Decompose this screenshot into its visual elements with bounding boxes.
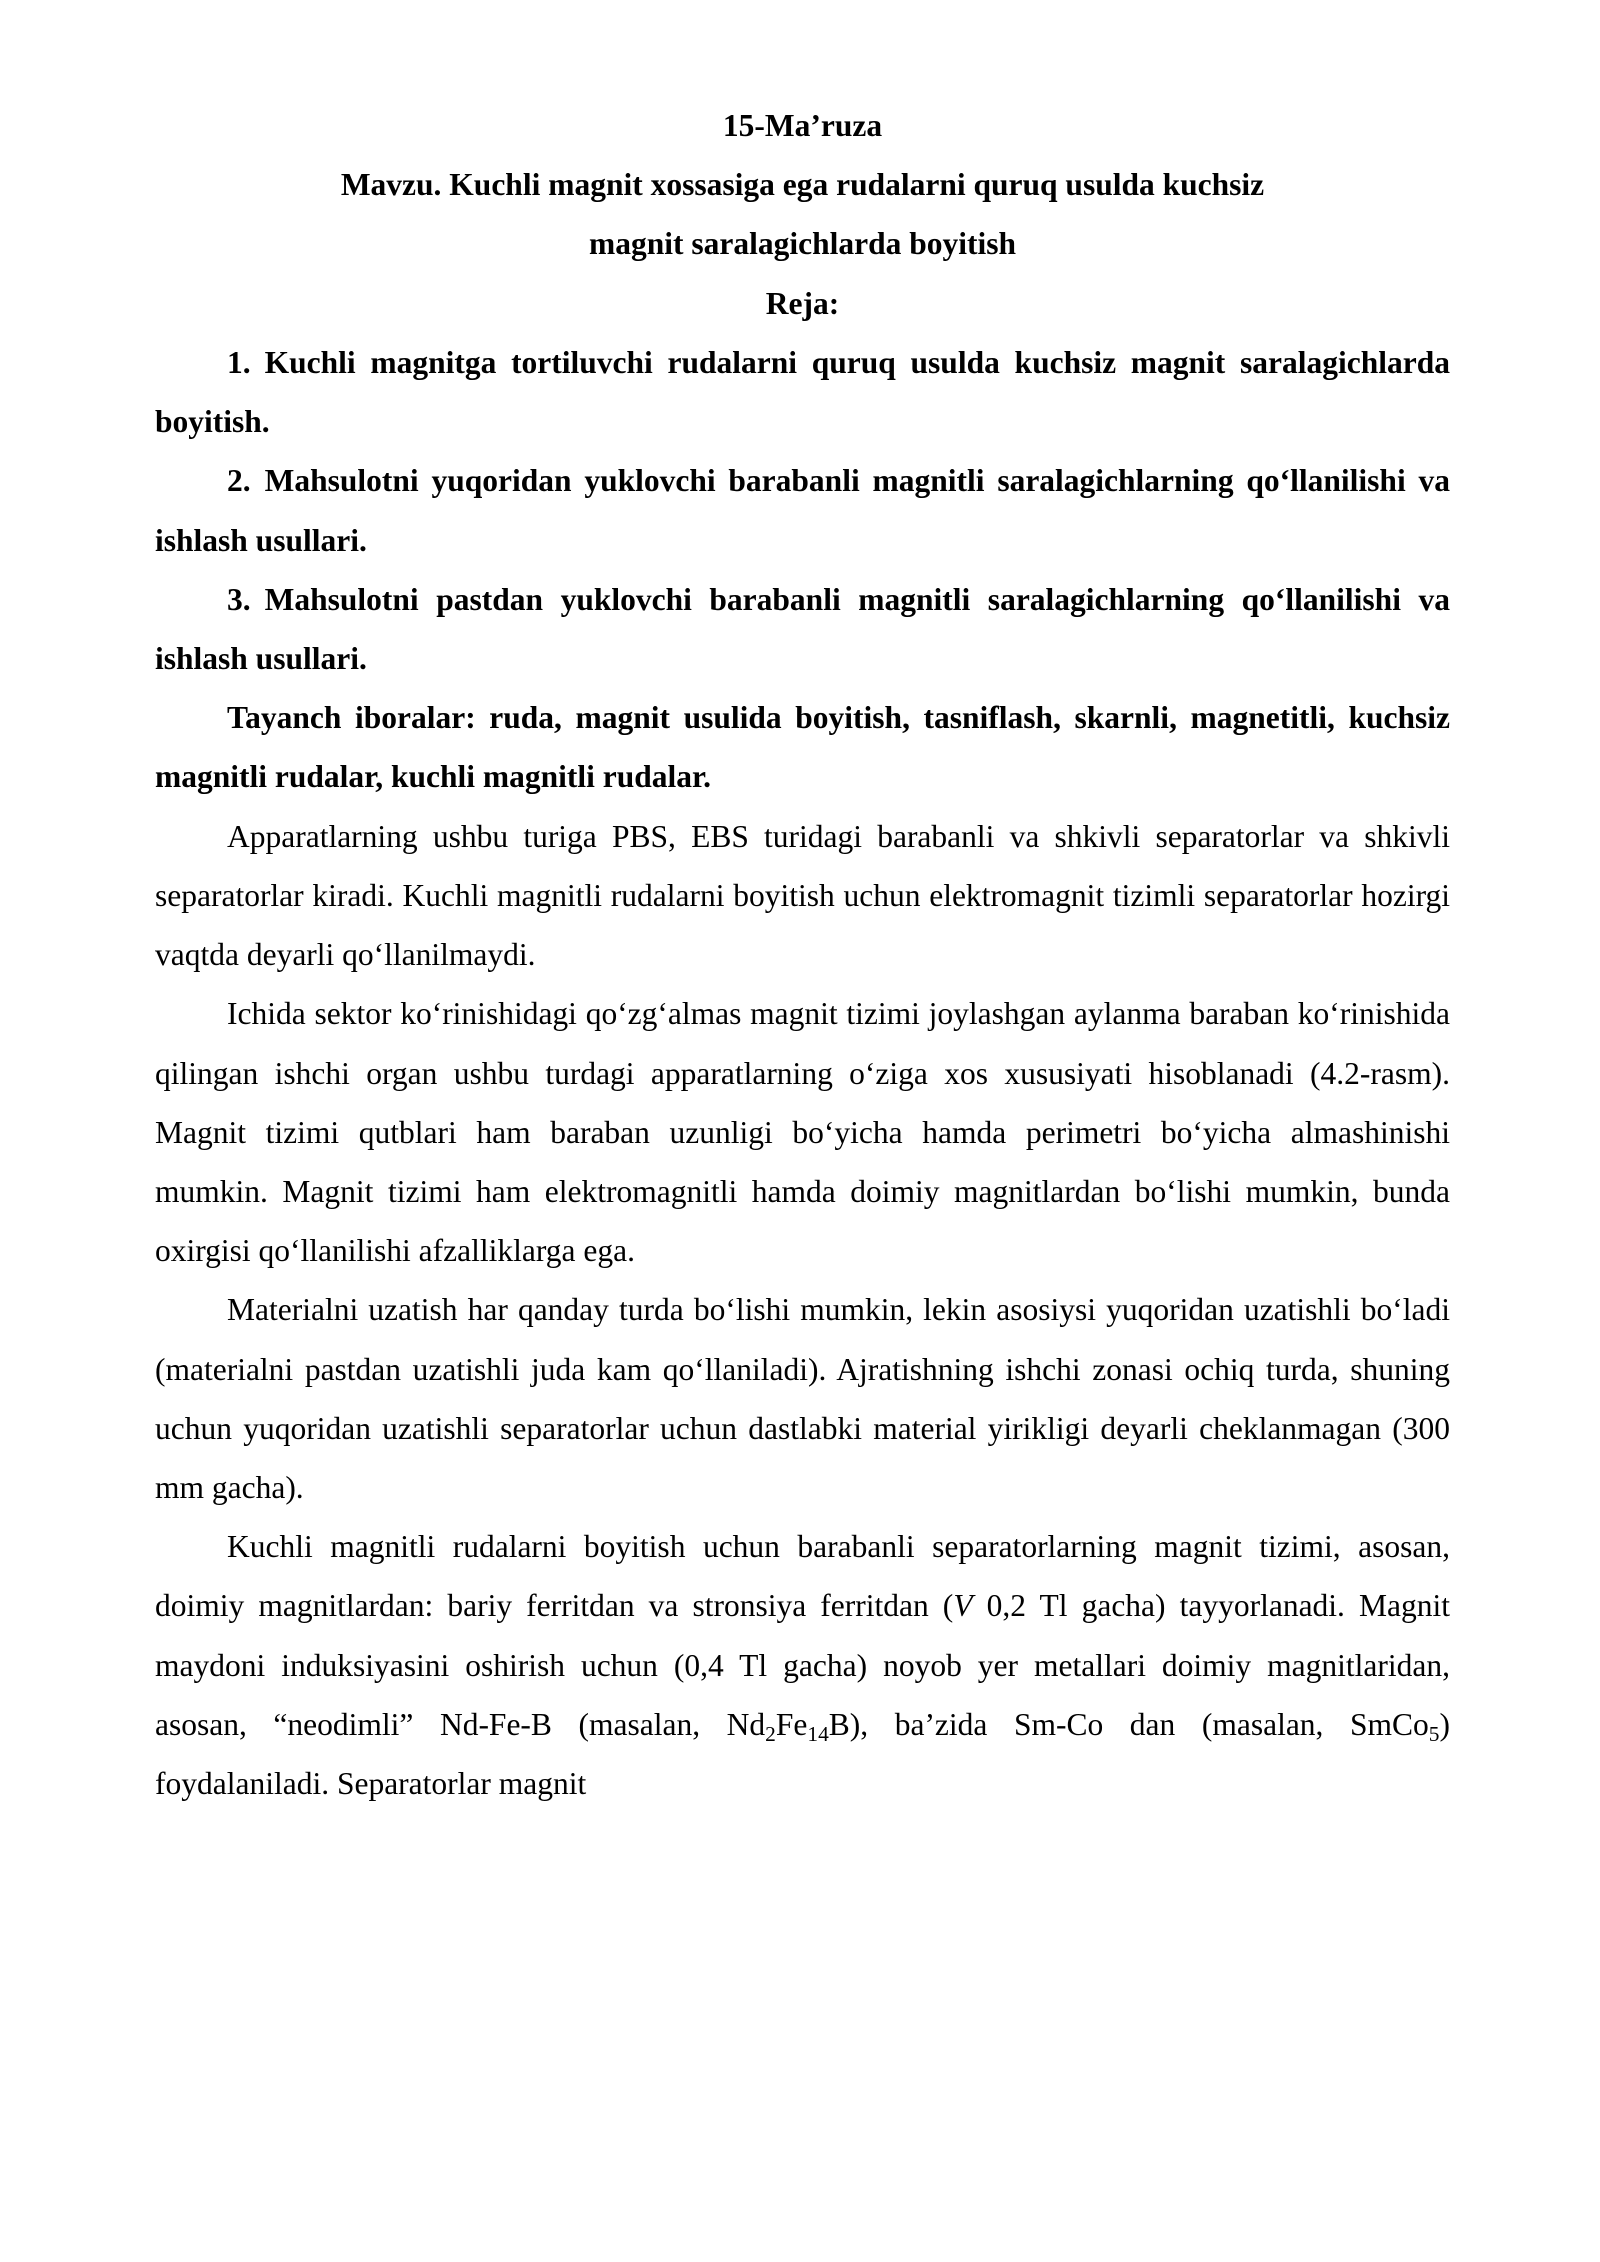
plan-item-number: 1. [227, 344, 251, 380]
final-paragraph-part-2: 0,2 Tl gacha) tayyorlanadi. Magnit maydoni induksiyasini oshirish uchun (0,4 Tl gacha) noyob yer metallari doimiy magnitlaridan, asosan, “neodimli” Nd-Fe-B (masalan, Nd [155, 1588, 1450, 1742]
body-paragraph-2: Ichida sektor ko‘rinishidagi qo‘zg‘almas magnit tizimi joylashgan aylanma baraban ko‘rinishida qilingan ishchi organ ushbu turdagi apparatlarning o‘ziga xos xususiyati hisoblanadi (4.2-rasm). Magnit tizimi qutblari ham baraban uzunligi bo‘yicha hamda perimetri bo‘yicha almashinishi mumkin. Magnit tizimi ham elektromagnitli hamda doimiy magnitlardan bo‘lishi mumkin, bunda oxirgisi qo‘llanilishi afzalliklarga ega. [155, 996, 1450, 1269]
body-paragraph-4 [155, 1517, 1450, 1813]
plan-list-item [155, 333, 1450, 451]
plan-item-text: Kuchli magnitga tortiluvchi rudalarni quruq usulda kuchsiz magnit saralagichlarda boyitish. [155, 344, 1450, 440]
final-paragraph-part-5: ) foydalaniladi. Separatorlar magnit [155, 1706, 1450, 1802]
keywords-paragraph: Tayanch iboralar: ruda, magnit usulida boyitish, tasniflash, skarnli, magnetitli, kuchsiz magnitli rudalar, kuchli magnitli rudalar. [155, 700, 1450, 795]
subscript-nd2: 2 [765, 1721, 776, 1746]
body-paragraph-3: Materialni uzatish har qanday turda bo‘lishi mumkin, lekin asosiysi yuqoridan uzatishli bo‘ladi (materialni pastdan uzatishli juda kam qo‘llaniladi). Ajratishning ishchi zonasi ochiq turda, shuning uchun yuqoridan uzatishli separatorlar uchun dastlabki material yirikligi deyarli cheklanmagan (300 mm gacha). [155, 1292, 1450, 1506]
final-paragraph-part-3: Fe [775, 1706, 808, 1742]
final-paragraph-part-1: Kuchli magnitli rudalarni boyitish uchun barabanli separatorlarning magnit tizimi, asosan, doimiy magnitlardan: bariy ferritdan va stronsiya ferritdan ( [155, 1529, 1450, 1624]
variable-v: V [953, 1588, 973, 1624]
subscript-fe14: 14 [807, 1721, 829, 1746]
plan-list-item [155, 451, 1450, 569]
topic-heading [155, 155, 1450, 273]
plan-item-text: Mahsulotni pastdan yuklovchi barabanli magnitli saralagichlarning qo‘llanilishi va ishlash usullari. [155, 581, 1450, 676]
title-block [155, 96, 1450, 333]
plan-item-text: Mahsulotni yuqoridan yuklovchi barabanli magnitli saralagichlarning qo‘llanilishi va ishlash usullari. [155, 463, 1450, 558]
plan-item-number: 2. [227, 463, 251, 499]
topic-heading-line-2: magnit saralagichlarda boyitish [588, 226, 1017, 262]
plan-label: Reja: [765, 285, 840, 321]
plan-list-item [155, 570, 1450, 688]
lecture-number-heading: 15-Ma’ruza [722, 108, 883, 143]
topic-heading-line-1: Mavzu. Kuchli magnit xossasiga ega rudalarni quruq usulda kuchsiz [340, 167, 1265, 203]
subscript-co5: 5 [1428, 1721, 1440, 1746]
document-body [155, 96, 1450, 1813]
final-paragraph-part-4: B), ba’zida Sm-Co dan (masalan, SmCo [828, 1706, 1429, 1742]
body-paragraph-1: Apparatlarning ushbu turiga PBS, EBS turidagi barabanli va shkivli separatorlar va shkivli separatorlar kiradi. Kuchli magnitli rudalarni boyitish uchun elektromagnit tizimli separatorlar hozirgi vaqtda deyarli qo‘llanilmaydi. [155, 818, 1450, 973]
plan-list [155, 333, 1450, 688]
plan-item-number: 3. [227, 581, 251, 617]
